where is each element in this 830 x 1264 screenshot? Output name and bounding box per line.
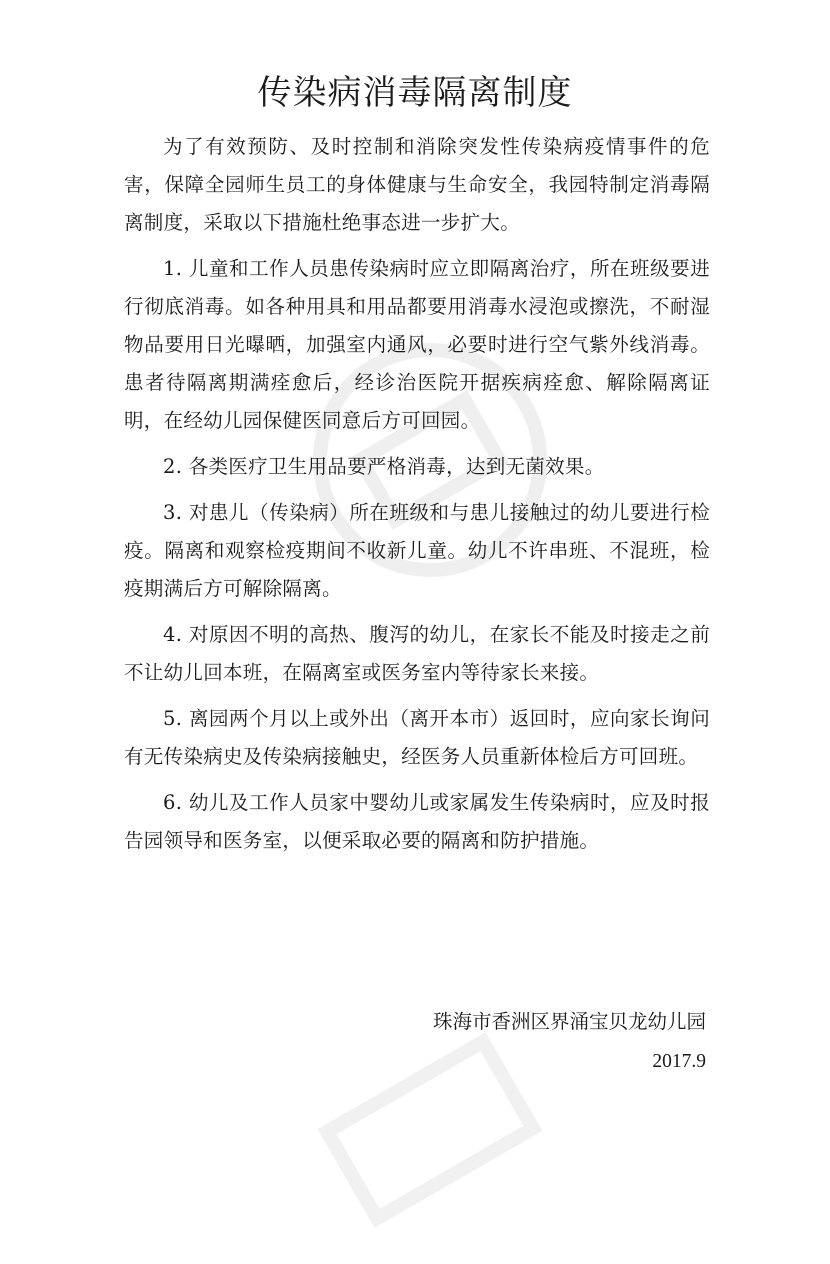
rule-5-paragraph: 5. 离园两个月以上或外出（离开本市）返回时，应向家长询问有无传染病史及传染病接触史，经医务人员重新体检后方可回班。: [124, 707, 710, 768]
document-date: 2017.9: [652, 1051, 706, 1072]
document-title: 传染病消毒隔离制度: [257, 73, 573, 113]
signature-organization: 珠海市香洲区界涌宝贝龙幼儿园: [432, 1010, 706, 1033]
rule-6-paragraph: 6. 幼儿及工作人员家中婴幼儿或家属发生传染病时，应及时报告园领导和医务室，以便采取必要的隔离和防护措施。: [124, 791, 710, 852]
document-body: [124, 128, 710, 868]
rule-1-paragraph: 1. 儿童和工作人员患传染病时应立即隔离治疗，所在班级要进行彻底消毒。如各种用具和用品都要用消毒水浸泡或擦洗，不耐湿物品要用日光曝晒，加强室内通风，必要时进行空气紫外线消毒。患者待隔离期满痊愈后，经诊治医院开据疾病痊愈、解除隔离证明，在经幼儿园保健医同意后方可回园。: [124, 257, 710, 432]
rule-3-paragraph: 3. 对患儿（传染病）所在班级和与患儿接触过的幼儿要进行检疫。隔离和观察检疫期间不收新儿童。幼儿不许串班、不混班，检疫期满后方可解除隔离。: [124, 501, 710, 600]
rule-2-paragraph: 2. 各类医疗卫生用品要严格消毒，达到无菌效果。: [163, 455, 605, 478]
intro-paragraph: 为了有效预防、及时控制和消除突发性传染病疫情事件的危害，保障全园师生员工的身体健康与生命安全，我园特制定消毒隔离制度，采取以下措施杜绝事态进一步扩大。: [124, 135, 710, 234]
rule-4-paragraph: 4. 对原因不明的高热、腹泻的幼儿，在家长不能及时接走之前不让幼儿回本班，在隔离室或医务室内等待家长来接。: [124, 623, 710, 684]
